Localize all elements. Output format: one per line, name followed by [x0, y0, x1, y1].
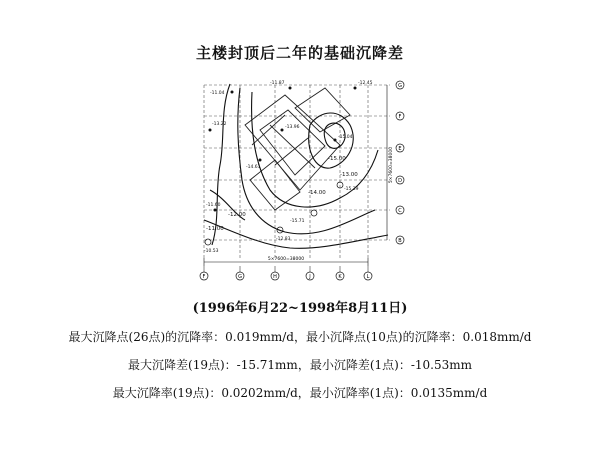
grid-lines	[204, 85, 390, 258]
point-value: -11.60	[206, 203, 221, 208]
stats-max-min-rate: 最大沉降率(19点)：0.0202mm/d，最小沉降率(1点)：0.0135mm/d	[112, 386, 488, 400]
point-value: -15.04	[338, 135, 353, 140]
axis-label: G	[238, 274, 242, 280]
building-outline	[245, 88, 350, 210]
point-value: -12.83	[276, 237, 291, 242]
axis-label: L	[366, 274, 370, 280]
point-value: -15.39	[344, 187, 359, 192]
right-axis-markers	[396, 81, 404, 244]
point-value: -11.04	[210, 91, 225, 96]
axis-label: E	[398, 146, 402, 152]
settlement-contour-plan	[190, 70, 420, 285]
contour-label: -14.00	[308, 190, 326, 196]
axis-label: D	[398, 178, 402, 184]
point-value: -11.87	[270, 81, 285, 86]
contour-label: -11.00	[206, 226, 224, 232]
contour-label: -12.00	[228, 212, 246, 218]
axis-label: C	[398, 208, 402, 214]
stats-settlement-rate: 最大沉降点(26点)的沉降率：0.019mm/d，最小沉降点(10点)的沉降率：0.018mm/d	[68, 330, 532, 344]
axis-label: B	[398, 238, 402, 244]
point-value: -15.71	[290, 219, 305, 224]
point-value: -10.53	[204, 249, 219, 254]
point-value: -14.61	[246, 165, 261, 170]
point-value: -12.45	[358, 81, 373, 86]
axis-label: K	[338, 274, 342, 280]
axis-label: G	[398, 83, 402, 89]
axis-label: F	[202, 274, 206, 280]
date-range: (1996年6月22~1998年8月11日)	[192, 301, 408, 316]
axis-label: H	[273, 274, 277, 280]
contour-label-group	[206, 156, 358, 232]
bottom-axis-markers	[200, 266, 372, 280]
page-title: 主楼封顶后二年的基础沉降差	[195, 44, 404, 62]
axis-label: J	[309, 274, 311, 280]
point-value: -13.96	[285, 125, 300, 130]
dimension-right: 5×7600=38000	[389, 146, 394, 184]
point-value: -13.22	[212, 122, 227, 127]
dimension-bottom: 5×7600=38000	[267, 257, 305, 262]
axis-label: F	[398, 114, 402, 120]
contour-label: -15.00	[328, 156, 346, 162]
contour-label: -13.00	[340, 172, 358, 178]
stats-settlement-difference: 最大沉降差(19点)：-15.71mm，最小沉降差(1点)：-10.53mm	[128, 358, 472, 372]
